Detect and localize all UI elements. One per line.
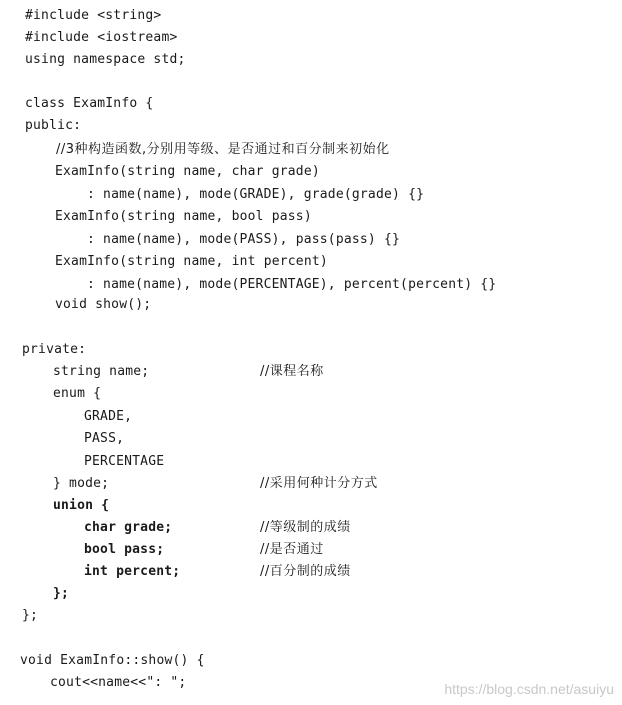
code-comment-pass: //是否通过 bbox=[260, 542, 324, 557]
code-line-include-iostream: #include <iostream> bbox=[25, 30, 178, 45]
code-comment-constructors: //3种构造函数,分别用等级、是否通过和百分制来初始化 bbox=[56, 142, 390, 157]
code-line-union-pass: bool pass; bbox=[84, 542, 165, 557]
code-line-enum-close: } mode; bbox=[53, 476, 110, 491]
code-comment-course-name: //课程名称 bbox=[260, 364, 324, 379]
code-line-ctor-percent: ExamInfo(string name, int percent) bbox=[55, 254, 328, 269]
code-comment-scoring-mode: //采用何种计分方式 bbox=[260, 476, 378, 491]
code-line-union-grade: char grade; bbox=[84, 520, 173, 535]
code-comment-percent-score: //百分制的成绩 bbox=[260, 564, 351, 579]
code-line-ctor-pass: ExamInfo(string name, bool pass) bbox=[55, 209, 312, 224]
code-line-include-string: #include <string> bbox=[25, 8, 162, 23]
watermark-text: https://blog.csdn.net/asuiyu bbox=[444, 681, 614, 697]
code-line-ctor-pass-init: : name(name), mode(PASS), pass(pass) {} bbox=[87, 232, 401, 247]
code-line-using-namespace: using namespace std; bbox=[25, 52, 186, 67]
code-line-union-close: }; bbox=[53, 586, 70, 601]
code-line-class-close: }; bbox=[22, 608, 39, 623]
code-line-cout: cout<<name<<": "; bbox=[50, 675, 187, 690]
code-line-ctor-grade: ExamInfo(string name, char grade) bbox=[55, 164, 320, 179]
code-line-enum-open: enum { bbox=[53, 386, 102, 401]
code-line-union-percent: int percent; bbox=[84, 564, 181, 579]
code-line-enum-pass: PASS, bbox=[84, 431, 125, 446]
code-line-show-decl: void show(); bbox=[55, 297, 152, 312]
code-line-union-open: union { bbox=[53, 498, 110, 513]
code-comment-grade-score: //等级制的成绩 bbox=[260, 520, 351, 535]
code-line-member-name: string name; bbox=[53, 364, 150, 379]
code-line-show-def: void ExamInfo::show() { bbox=[20, 653, 205, 668]
code-line-class-decl: class ExamInfo { bbox=[25, 96, 154, 111]
code-line-enum-grade: GRADE, bbox=[84, 409, 133, 424]
code-line-public: public: bbox=[25, 118, 82, 133]
code-line-enum-percentage: PERCENTAGE bbox=[84, 454, 165, 469]
code-line-ctor-percent-init: : name(name), mode(PERCENTAGE), percent(percent) {} bbox=[87, 277, 497, 292]
code-line-ctor-grade-init: : name(name), mode(GRADE), grade(grade) {} bbox=[87, 187, 425, 202]
code-line-private: private: bbox=[22, 342, 87, 357]
